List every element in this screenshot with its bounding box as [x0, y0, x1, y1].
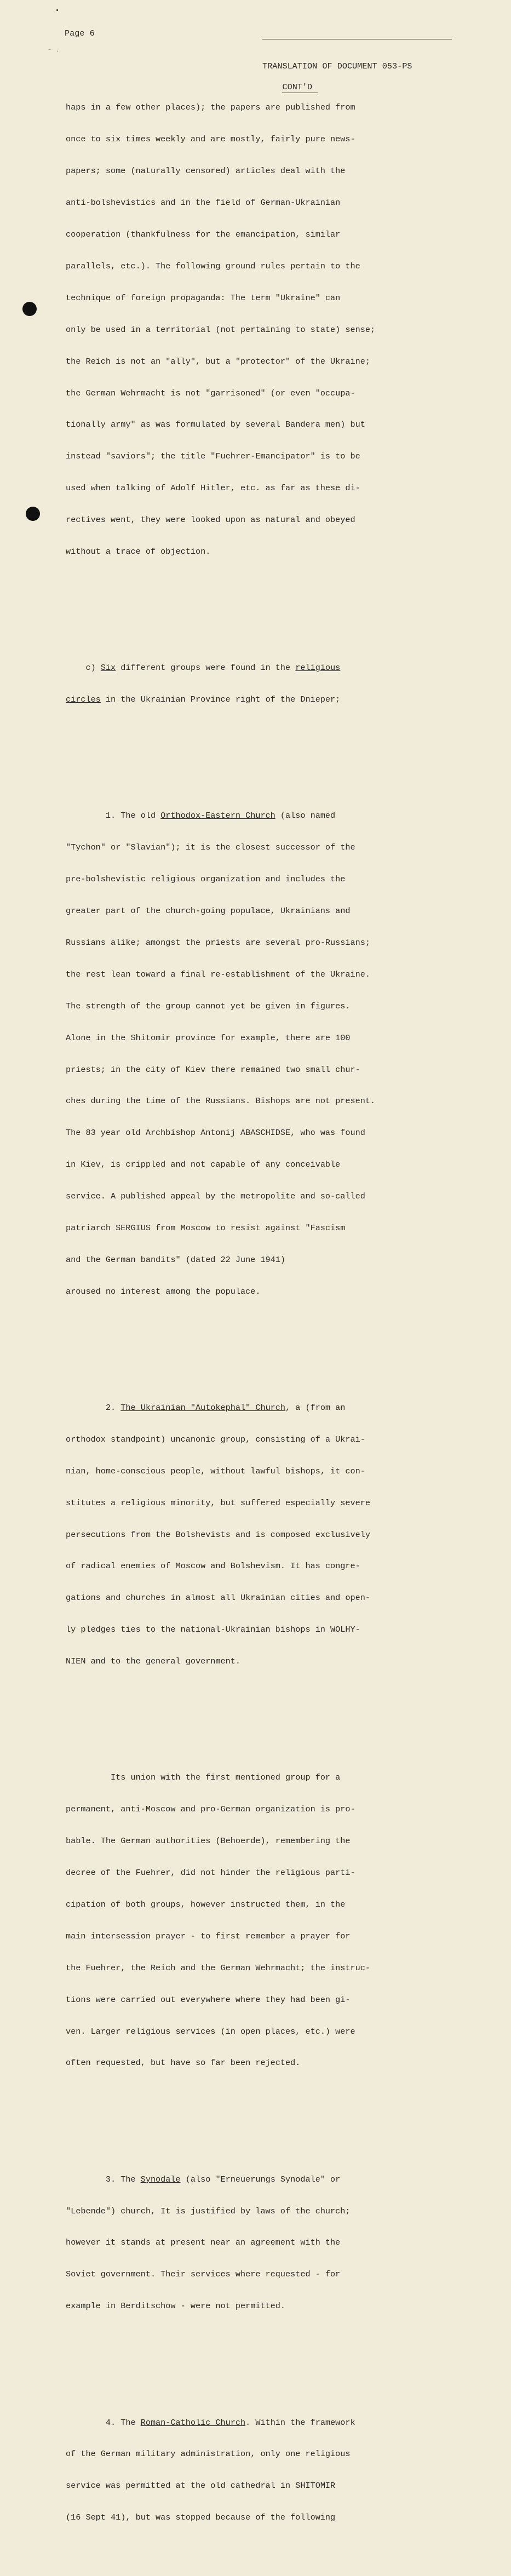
text-line: persecutions from the Bolshevists and is composed exclusively — [66, 1529, 370, 1540]
text-line: instead "saviors"; the title "Fuehrer-Emancipator" is to be — [66, 451, 360, 462]
text-line: only be used in a territorial (not pertaining to state) sense; — [66, 324, 376, 335]
text-line: The strength of the group cannot yet be given in figures. — [66, 1001, 351, 1011]
text-line: without a trace of objection. — [66, 546, 211, 556]
text-line: Russians alike; amongst the priests are several pro-Russians; — [66, 937, 370, 948]
text-line: nian, home-conscious people, without lawful bishops, it con- — [66, 1466, 365, 1476]
text-line: Alone in the Shitomir province for example, there are 100 — [66, 1032, 351, 1043]
text-line: in Kiev, is crippled and not capable of any conceivable — [66, 1160, 341, 1170]
paragraph-propaganda — [66, 82, 460, 578]
paragraph-roman-catholic-church — [66, 2396, 460, 2544]
text-line: cipation of both groups, however instructed them, in the — [66, 1899, 346, 1909]
punch-hole-lower — [26, 507, 40, 521]
paragraph-orthodox-church — [66, 790, 460, 1318]
margin-mark: ˗ ˎ — [48, 45, 60, 53]
text-line: stitutes a religious minority, but suffered especially severe — [66, 1498, 370, 1508]
text-line: the rest lean toward a final re-establishment of the Ukraine. — [66, 969, 370, 979]
text-line: permanent, anti-Moscow and pro-German organization is pro- — [66, 1804, 355, 1815]
ink-dot — [56, 9, 58, 11]
text-line: haps in a few other places); the papers are published from — [66, 102, 355, 113]
text-line: decree of the Fuehrer, did not hinder the religious parti- — [66, 1868, 355, 1878]
text-line: gations and churches in almost all Ukrainian cities and open- — [66, 1593, 370, 1603]
text-line: of radical enemies of Moscow and Bolshevism. It has congre- — [66, 1561, 360, 1571]
text-line: The 83 year old Archbishop Antonij ABASCHIDSE, who was found — [66, 1128, 365, 1138]
text-line: Soviet government. Their services where requested - for — [66, 2269, 341, 2280]
text-line: pre-bolshevistic religious organization and includes the — [66, 874, 346, 885]
punch-hole-upper — [22, 302, 37, 316]
text-line: technique of foreign propaganda: The term "Ukraine" can — [66, 292, 341, 303]
paragraph-union — [66, 1752, 460, 2090]
text-line: bable. The German authorities (Behoerde), remembering the — [66, 1836, 351, 1846]
header-continued: CONT'D — [282, 82, 318, 93]
text-line: the Fuehrer, the Reich and the German Wehrmacht; the instruc- — [66, 1963, 370, 1973]
text-line: circles in the Ukrainian Province right of the Dnieper; — [66, 695, 341, 705]
text-line: 4. The Roman-Catholic Church. Within the framework — [66, 2417, 355, 2428]
text-line: (16 Sept 41), but was stopped because of the following — [66, 2512, 336, 2523]
header-title: TRANSLATION OF DOCUMENT 053-PS — [262, 61, 412, 71]
text-line: and the German bandits" (dated 22 June 1941) — [66, 1254, 286, 1265]
paragraph-autokephal-church — [66, 1381, 460, 1688]
text-line: "Lebende") church, It is justified by laws of the church; — [66, 2206, 351, 2216]
text-line: 2. The Ukrainian "Autokephal" Church, a (from an — [66, 1403, 346, 1413]
paragraph-synodale-church — [66, 2153, 460, 2333]
text-line: NIEN and to the general government. — [66, 1656, 240, 1667]
text-line: the German Wehrmacht is not "garrisoned" (or even "occupa- — [66, 388, 355, 398]
text-line: however it stands at present near an agreement with the — [66, 2237, 341, 2248]
text-line: once to six times weekly and are mostly, fairly pure news- — [66, 134, 355, 145]
text-line: rectives went, they were looked upon as natural and obeyed — [66, 515, 355, 525]
text-line: ches during the time of the Russians. Bishops are not present. — [66, 1096, 376, 1106]
paragraph-religious-groups-intro — [66, 642, 460, 726]
text-line: service. A published appeal by the metropolite and so-called — [66, 1191, 365, 1202]
text-line: patriarch SERGIUS from Moscow to resist against "Fascism — [66, 1223, 346, 1233]
text-line: orthodox standpoint) uncanonic group, consisting of a Ukrai- — [66, 1434, 365, 1444]
text-line: cooperation (thankfulness for the emancipation, similar — [66, 230, 341, 240]
text-line: parallels, etc.). The following ground rules pertain to the — [66, 261, 360, 271]
text-line: of the German military administration, only one religious — [66, 2449, 351, 2459]
text-line: tionally army" as was formulated by several Bandera men) but — [66, 420, 365, 430]
text-line: often requested, but have so far been rejected. — [66, 2058, 301, 2068]
page-number: Page 6 — [65, 28, 95, 38]
text-line: service was permitted at the old cathedral in SHITOMIR — [66, 2481, 336, 2491]
text-line: used when talking of Adolf Hitler, etc. as far as these di- — [66, 483, 360, 494]
text-line: ly pledges ties to the national-Ukrainian bishops in WOLHY- — [66, 1625, 360, 1635]
text-line: ven. Larger religious services (in open places, etc.) were — [66, 2026, 355, 2036]
text-line: papers; some (naturally censored) articles deal with the — [66, 166, 346, 176]
text-line: c) Six different groups were found in the religious — [66, 663, 341, 673]
text-line: greater part of the church-going populace, Ukrainians and — [66, 906, 351, 916]
text-line: 3. The Synodale (also "Erneuerungs Synodale" or — [66, 2174, 341, 2184]
text-line: Its union with the first mentioned group for a — [66, 1772, 341, 1783]
text-line: anti-bolshevistics and in the field of German-Ukrainian — [66, 198, 341, 208]
text-line: aroused no interest among the populace. — [66, 1286, 261, 1296]
text-line: main intersession prayer - to first remember a prayer for — [66, 1931, 351, 1941]
text-line: the Reich is not an "ally", but a "protector" of the Ukraine; — [66, 356, 370, 366]
document-body — [66, 50, 460, 2576]
text-line: tions were carried out everywhere where they had been gi- — [66, 1994, 351, 2005]
text-line: "Tychon" or "Slavian"); it is the closest successor of the — [66, 842, 355, 853]
text-line: priests; in the city of Kiev there remained two small chur- — [66, 1064, 360, 1075]
text-line: example in Berditschow - were not permitted. — [66, 2301, 286, 2311]
text-line: 1. The old Orthodox-Eastern Church (also named — [66, 811, 336, 821]
